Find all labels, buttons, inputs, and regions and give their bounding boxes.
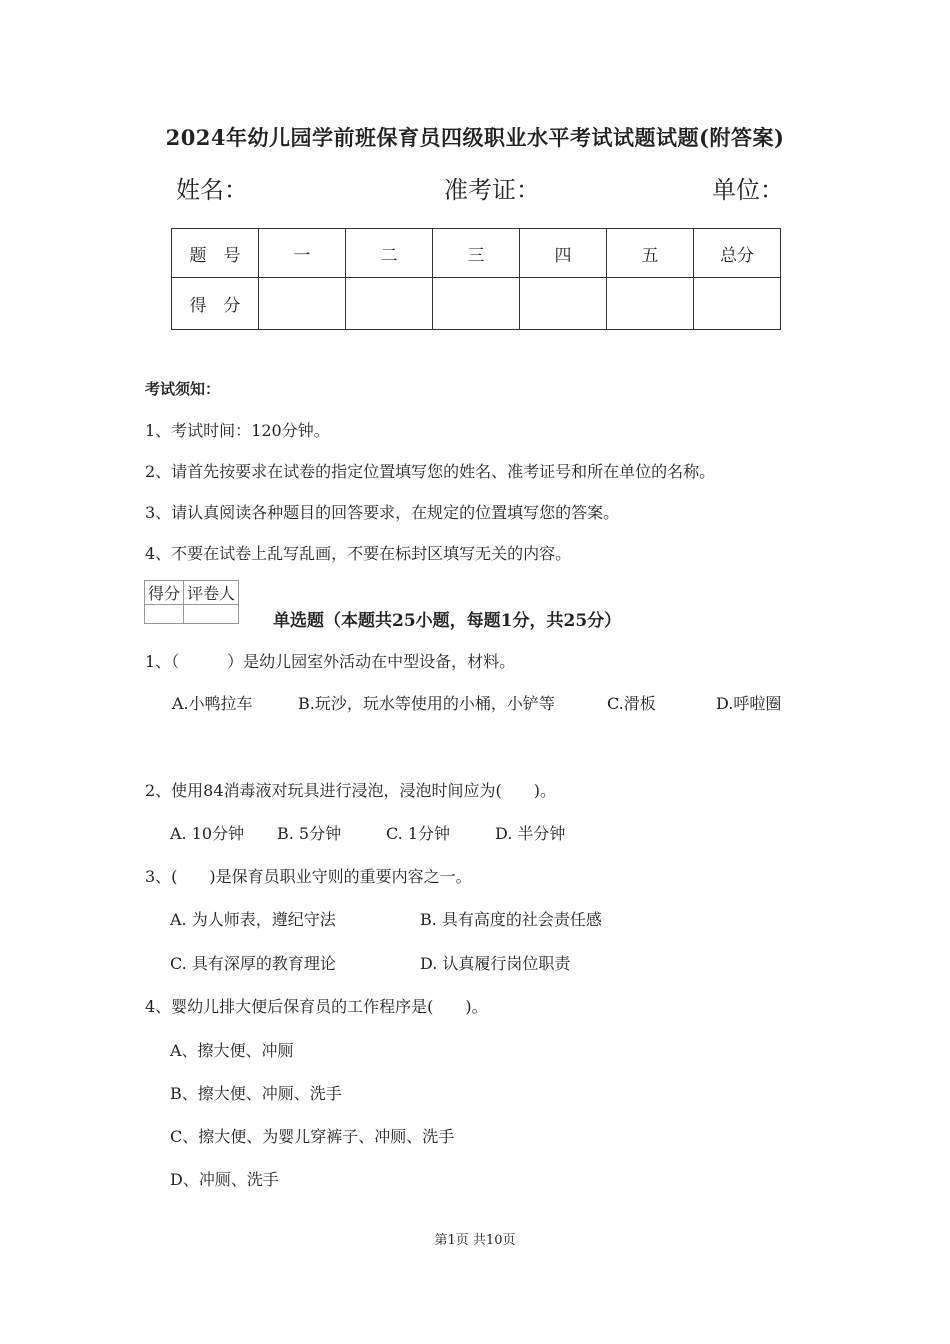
score-table-header-row [172, 229, 781, 278]
question-option: D.呼啦圈 [716, 694, 782, 713]
question-option: A. 10分钟 [170, 824, 245, 843]
question-option: C. 具有深厚的教育理论 [170, 954, 336, 973]
unit-field-label: 单位： [712, 176, 784, 204]
question-stem: 3、( )是保育员职业守则的重要内容之一。 [145, 867, 472, 886]
page-title: 2024年幼儿园学前班保育员四级职业水平考试试题试题(附答案) [165, 125, 785, 150]
grader-name-label: 评卷人 [184, 581, 239, 605]
score-cell[interactable] [694, 278, 781, 330]
score-table-header: 二 [346, 229, 433, 278]
exam-id-field-label: 准考证： [444, 176, 540, 204]
score-cell[interactable] [520, 278, 607, 330]
score-table [171, 228, 781, 330]
score-cell[interactable] [259, 278, 346, 330]
question-option: B. 5分钟 [277, 824, 342, 843]
question-option: D. 半分钟 [495, 824, 566, 843]
question-option: A、擦大便、冲厕 [170, 1041, 294, 1060]
question-option: B.玩沙，玩水等使用的小桶，小铲等 [298, 694, 555, 713]
question-stem: 2、使用84消毒液对玩具进行浸泡，浸泡时间应为( )。 [145, 781, 557, 800]
question-option: B、擦大便、冲厕、洗手 [170, 1084, 342, 1103]
notice-item: 3、请认真阅读各种题目的回答要求，在规定的位置填写您的答案。 [145, 503, 620, 522]
question-option: C. 1分钟 [386, 824, 451, 843]
question-option: C、擦大便、为婴儿穿裤子、冲厕、洗手 [170, 1127, 455, 1146]
section-title: 单选题（本题共25小题，每题1分，共25分） [273, 611, 622, 631]
score-cell[interactable] [433, 278, 520, 330]
name-field-label: 姓名： [176, 176, 248, 204]
question-option: A.小鸭拉车 [172, 694, 253, 713]
notice-title: 考试须知： [145, 380, 221, 398]
grader-score-label: 得分 [145, 581, 184, 605]
score-table-header: 一 [259, 229, 346, 278]
grader-box [144, 580, 239, 624]
question-option: A. 为人师表，遵纪守法 [170, 910, 336, 929]
score-table-header: 总分 [694, 229, 781, 278]
score-table-header: 五 [607, 229, 694, 278]
notice-item: 4、不要在试卷上乱写乱画，不要在标封区填写无关的内容。 [145, 544, 572, 563]
grader-score-cell[interactable] [145, 605, 184, 624]
score-table-score-row [172, 278, 781, 330]
grader-name-cell[interactable] [184, 605, 239, 624]
question-option: D. 认真履行岗位职责 [420, 954, 571, 973]
question-stem: 4、婴幼儿排大便后保育员的工作程序是( )。 [145, 997, 488, 1016]
notice-item: 1、考试时间：120分钟。 [145, 421, 330, 440]
question-option: C.滑板 [607, 694, 656, 713]
score-cell[interactable] [607, 278, 694, 330]
question-option: D、冲厕、洗手 [170, 1170, 279, 1189]
score-cell[interactable] [346, 278, 433, 330]
question-option: B. 具有高度的社会责任感 [420, 910, 602, 929]
score-table-header: 题 号 [172, 229, 259, 278]
notice-item: 2、请首先按要求在试卷的指定位置填写您的姓名、准考证号和所在单位的名称。 [145, 462, 716, 481]
question-stem: 1、（ ）是幼儿园室外活动在中型设备，材料。 [145, 652, 516, 671]
score-table-header: 四 [520, 229, 607, 278]
score-row-label: 得 分 [172, 278, 259, 330]
score-table-header: 三 [433, 229, 520, 278]
page-footer: 第1页 共10页 [434, 1233, 516, 1248]
